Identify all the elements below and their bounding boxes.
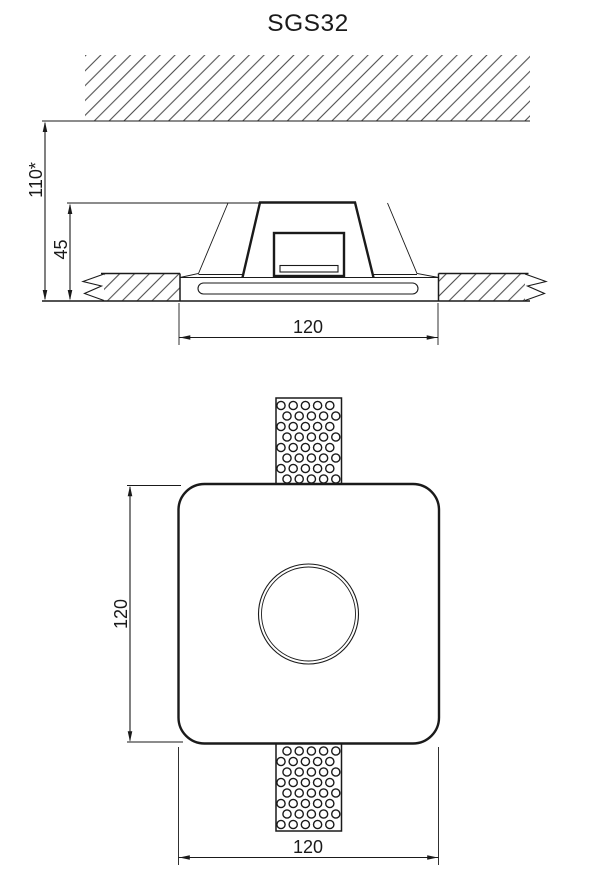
arrow-left-icon bbox=[179, 855, 190, 859]
dimension-cutout-width bbox=[179, 303, 438, 345]
perforation-holes-bottom bbox=[277, 747, 340, 829]
perforation-hole bbox=[332, 454, 340, 462]
perforation-hole bbox=[277, 820, 285, 828]
perforation-hole bbox=[301, 401, 309, 409]
perforation-hole bbox=[326, 422, 334, 430]
skirt-left-line bbox=[180, 203, 228, 278]
perforation-hole bbox=[289, 757, 297, 765]
flange-slot bbox=[198, 283, 418, 294]
perforation-hole bbox=[283, 810, 291, 818]
perforation-hole bbox=[277, 757, 285, 765]
perforation-hole bbox=[283, 768, 291, 776]
arrow-up-icon bbox=[68, 204, 73, 215]
perforation-hole bbox=[326, 820, 334, 828]
perforation-hole bbox=[277, 464, 285, 472]
perforation-hole bbox=[295, 454, 303, 462]
perforation-hole bbox=[301, 799, 309, 807]
perforation-hole bbox=[295, 747, 303, 755]
perforation-hole bbox=[283, 412, 291, 420]
perforation-hole bbox=[289, 799, 297, 807]
arrow-right-icon bbox=[427, 855, 438, 859]
perforation-hole bbox=[320, 475, 328, 483]
perforation-hole bbox=[314, 401, 322, 409]
perforation-hole bbox=[283, 747, 291, 755]
perforation-hole bbox=[289, 820, 297, 828]
fixture-panel bbox=[179, 484, 440, 744]
perforation-hole bbox=[307, 789, 315, 797]
perforation-hole bbox=[314, 778, 322, 786]
perforation-hole bbox=[326, 757, 334, 765]
perforation-hole bbox=[295, 412, 303, 420]
perforation-hole bbox=[332, 747, 340, 755]
perforation-hole bbox=[283, 789, 291, 797]
drawing-title: SGS32 bbox=[267, 10, 349, 37]
perforation-hole bbox=[283, 454, 291, 462]
perforation-hole bbox=[332, 810, 340, 818]
perforation-hole bbox=[307, 412, 315, 420]
arrow-down-icon bbox=[68, 290, 73, 301]
dimension-label-panel-width: 120 bbox=[292, 837, 324, 857]
perforation-hole bbox=[320, 433, 328, 441]
perforation-hole bbox=[289, 778, 297, 786]
perforation-hole bbox=[314, 422, 322, 430]
dimension-panel-height bbox=[111, 486, 183, 743]
perforation-hole bbox=[307, 454, 315, 462]
perforation-hole bbox=[283, 475, 291, 483]
perforation-hole bbox=[307, 475, 315, 483]
section-view bbox=[26, 55, 546, 345]
perforation-hole bbox=[326, 401, 334, 409]
perforation-hole bbox=[332, 412, 340, 420]
perforation-hole bbox=[301, 464, 309, 472]
perforation-hole bbox=[314, 820, 322, 828]
dimension-label-recess-depth: 45 bbox=[51, 239, 71, 260]
perforation-hole bbox=[301, 422, 309, 430]
perforation-hole bbox=[314, 799, 322, 807]
arrow-down-icon bbox=[43, 290, 48, 301]
plan-view bbox=[111, 398, 439, 865]
perforation-hole bbox=[314, 757, 322, 765]
perforation-hole bbox=[320, 768, 328, 776]
perforation-hole bbox=[332, 789, 340, 797]
perforation-hole bbox=[295, 789, 303, 797]
perforation-hole bbox=[277, 778, 285, 786]
plasterboard-right-hatch bbox=[439, 274, 529, 301]
break-symbol-right bbox=[525, 274, 546, 301]
perforation-hole bbox=[301, 820, 309, 828]
perforation-hole bbox=[277, 443, 285, 451]
arrow-up-icon bbox=[128, 486, 133, 497]
perforation-hole bbox=[320, 810, 328, 818]
perforation-hole bbox=[326, 778, 334, 786]
perforation-holes-top bbox=[277, 401, 340, 483]
perforation-hole bbox=[283, 433, 291, 441]
perforation-hole bbox=[332, 768, 340, 776]
perforation-hole bbox=[295, 475, 303, 483]
lamp-housing bbox=[274, 233, 344, 276]
perforation-hole bbox=[326, 443, 334, 451]
perforation-hole bbox=[289, 464, 297, 472]
perforation-hole bbox=[326, 464, 334, 472]
break-symbol-left bbox=[83, 274, 104, 301]
plasterboard-left-hatch bbox=[101, 274, 180, 301]
lamp-module bbox=[280, 266, 338, 273]
perforation-hole bbox=[301, 778, 309, 786]
arrow-right-icon bbox=[427, 335, 438, 339]
fixture-body-outline bbox=[243, 203, 374, 278]
perforation-hole bbox=[289, 443, 297, 451]
perforation-hole bbox=[307, 768, 315, 776]
perforation-hole bbox=[320, 747, 328, 755]
perforation-hole bbox=[314, 464, 322, 472]
perforation-hole bbox=[320, 454, 328, 462]
arrow-down-icon bbox=[128, 731, 133, 742]
dimension-overall-height bbox=[26, 122, 47, 301]
perforation-hole bbox=[326, 799, 334, 807]
perforation-hole bbox=[320, 412, 328, 420]
perforation-hole bbox=[320, 789, 328, 797]
perforation-hole bbox=[295, 433, 303, 441]
perforation-hole bbox=[307, 433, 315, 441]
perforation-hole bbox=[277, 799, 285, 807]
perforation-hole bbox=[332, 433, 340, 441]
ceiling-slab-hatch bbox=[85, 55, 530, 121]
perforation-hole bbox=[277, 422, 285, 430]
perforation-hole bbox=[289, 422, 297, 430]
perforation-hole bbox=[277, 401, 285, 409]
arrow-up-icon bbox=[43, 122, 48, 133]
arrow-left-icon bbox=[180, 335, 191, 339]
skirt-right-line bbox=[388, 203, 439, 278]
perforation-hole bbox=[307, 747, 315, 755]
perforation-hole bbox=[295, 810, 303, 818]
perforation-hole bbox=[314, 443, 322, 451]
perforation-hole bbox=[307, 810, 315, 818]
dimension-label-overall-height: 110* bbox=[26, 162, 46, 198]
dimension-label-cutout-width: 120 bbox=[292, 317, 324, 337]
perforation-hole bbox=[332, 475, 340, 483]
perforation-hole bbox=[301, 443, 309, 451]
perforation-hole bbox=[301, 757, 309, 765]
perforation-hole bbox=[289, 401, 297, 409]
perforation-hole bbox=[295, 768, 303, 776]
dimension-label-panel-height: 120 bbox=[111, 598, 131, 630]
